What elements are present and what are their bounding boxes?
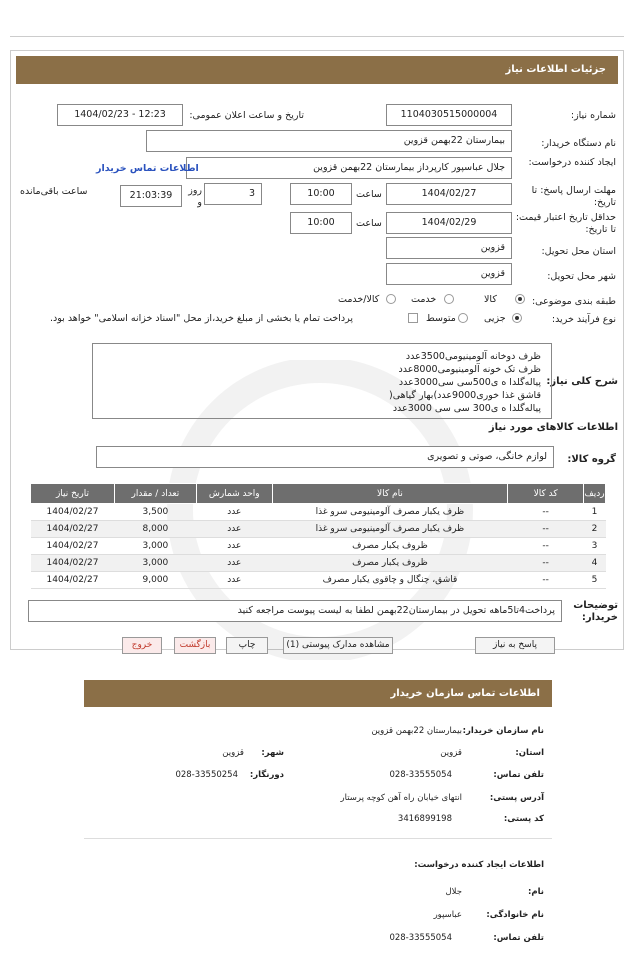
col-unit: واحد شمارش xyxy=(196,484,272,504)
table-row xyxy=(31,504,606,521)
last-name-value: عباسپور xyxy=(433,910,462,920)
table-header-row xyxy=(31,484,606,504)
treasury-note: پرداخت تمام یا بخشی از مبلغ خرید،از محل "اسناد خزانه اسلامی" خواهد بود. xyxy=(50,313,353,324)
table-row xyxy=(31,572,606,589)
creator-phone-value: 028-33555054 xyxy=(389,933,452,943)
category-radio-both[interactable] xyxy=(386,294,396,304)
cell-qty: 3,000 xyxy=(114,555,196,572)
postal-label: کد پستی: xyxy=(503,814,544,824)
cell-code: -- xyxy=(508,538,584,555)
cell-row: 4 xyxy=(584,555,606,572)
category-both-label: کالا/خدمت xyxy=(338,294,380,305)
announce-label: تاریخ و ساعت اعلان عمومی: xyxy=(189,110,304,121)
deadline-time-label: ساعت xyxy=(356,189,382,200)
col-row: ردیف xyxy=(584,484,606,504)
phone-label: تلفن تماس: xyxy=(493,770,544,780)
print-button[interactable]: چاپ xyxy=(226,637,268,654)
org-label: نام سازمان خریدار: xyxy=(462,726,544,736)
process-label: نوع فرآیند خرید: xyxy=(551,314,616,325)
cell-name: ظروف یکبار مصرف xyxy=(272,538,508,555)
contact-title: اطلاعات تماس سازمان خریدار xyxy=(84,680,552,707)
cell-row: 1 xyxy=(584,504,606,521)
province-info-value: قزوین xyxy=(440,748,462,758)
need-number-field: 1104030515000004 xyxy=(386,104,512,126)
first-name-label: نام: xyxy=(527,887,544,897)
table-row xyxy=(31,521,606,538)
category-service-label: خدمت xyxy=(411,294,437,305)
treasury-checkbox[interactable] xyxy=(408,313,418,323)
cell-unit: عدد xyxy=(196,538,272,555)
buyer-org-field: بیمارستان 22بهمن قزوین xyxy=(146,130,512,152)
cell-date: 1404/02/27 xyxy=(31,504,115,521)
summary-line: پیاله‌گلدا ه ی500سی سی3000عدد xyxy=(398,377,541,388)
cell-unit: عدد xyxy=(196,555,272,572)
col-date: تاریخ نیاز xyxy=(31,484,115,504)
process-radio-minor[interactable] xyxy=(512,313,522,323)
back-button[interactable]: بازگشت xyxy=(174,637,216,654)
validity-date-field: 1404/02/29 xyxy=(386,212,512,234)
need-number-label: شماره نیاز: xyxy=(570,110,616,121)
cell-qty: 3,000 xyxy=(114,538,196,555)
cell-unit: عدد xyxy=(196,521,272,538)
creator-label: ایجاد کننده درخواست: xyxy=(528,157,616,168)
table-row xyxy=(31,538,606,555)
notes-field: پرداخت4تا5ماهه تحویل در بیمارستان22بهمن لطفا به لیست پیوست مراجعه کنید xyxy=(28,600,562,622)
phone-value: 028-33555054 xyxy=(389,770,452,780)
cell-row: 5 xyxy=(584,572,606,589)
process-minor-label: جزیی xyxy=(484,313,506,324)
last-name-label: نام خانوادگی: xyxy=(486,910,544,920)
cell-date: 1404/02/27 xyxy=(31,572,115,589)
summary-line: قاشق غذا خوری9000عدد)بهار گیاهی( xyxy=(389,390,541,401)
exit-button[interactable]: خروج xyxy=(122,637,162,654)
cell-date: 1404/02/27 xyxy=(31,538,115,555)
category-radio-service[interactable] xyxy=(444,294,454,304)
province-label: استان محل تحویل: xyxy=(541,246,616,257)
validity-time-label: ساعت xyxy=(356,218,382,229)
cell-row: 2 xyxy=(584,521,606,538)
address-value: انتهای خیابان راه آهن کوچه پرستار xyxy=(340,793,462,803)
days-label: روز و xyxy=(188,185,202,208)
category-goods-label: کالا xyxy=(484,294,497,305)
page-title: جزئیات اطلاعات نیاز xyxy=(16,56,618,84)
buyer-contact-link[interactable]: اطلاعات تماس خریدار xyxy=(96,163,199,174)
deadline-time-field: 10:00 xyxy=(290,183,352,205)
province-field: قزوین xyxy=(386,237,512,259)
col-code: کد کالا xyxy=(508,484,584,504)
creator-phone-label: تلفن تماس: xyxy=(493,933,544,943)
city-info-value: قزوین xyxy=(222,748,244,758)
reply-button[interactable]: پاسخ به نیاز xyxy=(475,637,555,654)
remaining-label: ساعت باقی‌مانده xyxy=(20,186,88,197)
cell-code: -- xyxy=(508,521,584,538)
cell-qty: 8,000 xyxy=(114,521,196,538)
cell-name: قاشق، چنگال و چاقوی یکبار مصرف xyxy=(272,572,508,589)
province-info-label: استان: xyxy=(515,748,544,758)
city-info-label: شهر: xyxy=(261,748,284,758)
fax-value: 028-33550254 xyxy=(175,770,238,780)
announce-field: 1404/02/23 - 12:23 xyxy=(57,104,183,126)
first-name-value: جلال xyxy=(445,887,462,897)
org-value: بیمارستان 22بهمن قزوین xyxy=(371,726,462,736)
remaining-time-field: 21:03:39 xyxy=(120,185,182,207)
cell-name: ظروف یکبار مصرف xyxy=(272,555,508,572)
process-medium-label: متوسط xyxy=(426,313,456,324)
process-radio-medium[interactable] xyxy=(458,313,468,323)
col-name: نام کالا xyxy=(272,484,508,504)
cell-date: 1404/02/27 xyxy=(31,555,115,572)
cell-unit: عدد xyxy=(196,572,272,589)
validity-time-field: 10:00 xyxy=(290,212,352,234)
cell-name: ظرف یکبار مصرف آلومینیومی سرو غذا xyxy=(272,521,508,538)
notes-label: توضیحات خریدار: xyxy=(573,600,618,623)
table-row xyxy=(31,555,606,572)
contact-divider xyxy=(84,838,552,839)
cell-qty: 9,000 xyxy=(114,572,196,589)
summary-line: ظرف دوخانه آلومینیومی3500عدد xyxy=(405,351,541,362)
goods-table xyxy=(30,483,606,589)
category-label: طبقه بندی موضوعی: xyxy=(531,296,616,307)
fax-label: دورنگار: xyxy=(249,770,284,780)
goods-group-field: لوازم خانگی، صوتی و تصویری xyxy=(96,446,554,468)
cell-code: -- xyxy=(508,572,584,589)
category-radio-goods[interactable] xyxy=(515,294,525,304)
summary-box xyxy=(92,343,552,419)
goods-section-title: اطلاعات کالاهای مورد نیاز xyxy=(488,422,618,433)
col-qty: تعداد / مقدار xyxy=(114,484,196,504)
cell-code: -- xyxy=(508,555,584,572)
creator-field: جلال عباسپور کارپرداز بیمارستان 22بهمن قزوین xyxy=(186,157,512,179)
city-label: شهر محل تحویل: xyxy=(547,271,616,282)
goods-group-label: گروه کالا: xyxy=(567,454,616,465)
summary-line: پیاله‌گلدا ه ی300 سی سی 3000عدد xyxy=(392,403,541,414)
days-field: 3 xyxy=(204,183,262,205)
postal-value: 3416899198 xyxy=(397,814,452,824)
cell-qty: 3,500 xyxy=(114,504,196,521)
creator-section-title: اطلاعات ایجاد کننده درخواست: xyxy=(414,860,544,870)
top-divider xyxy=(10,36,624,37)
address-label: آدرس پستی: xyxy=(489,793,544,803)
cell-row: 3 xyxy=(584,538,606,555)
city-field: قزوین xyxy=(386,263,512,285)
validity-label: حداقل تاریخ اعتبار قیمت: تا تاریخ: xyxy=(515,212,616,235)
cell-unit: عدد xyxy=(196,504,272,521)
summary-line: ظرف تک خونه آلومینیومی8000عدد xyxy=(398,364,541,375)
deadline-date-field: 1404/02/27 xyxy=(386,183,512,205)
summary-label: شرح کلی نیاز: xyxy=(546,376,618,387)
attachments-button[interactable]: مشاهده مدارک پیوستی (1) xyxy=(283,637,393,654)
cell-date: 1404/02/27 xyxy=(31,521,115,538)
cell-code: -- xyxy=(508,504,584,521)
cell-name: ظرف یکبار مصرف آلومینیومی سرو غذا xyxy=(272,504,508,521)
buyer-org-label: نام دستگاه خریدار: xyxy=(541,138,616,149)
deadline-label: مهلت ارسال پاسخ: تا تاریخ: xyxy=(531,185,616,208)
